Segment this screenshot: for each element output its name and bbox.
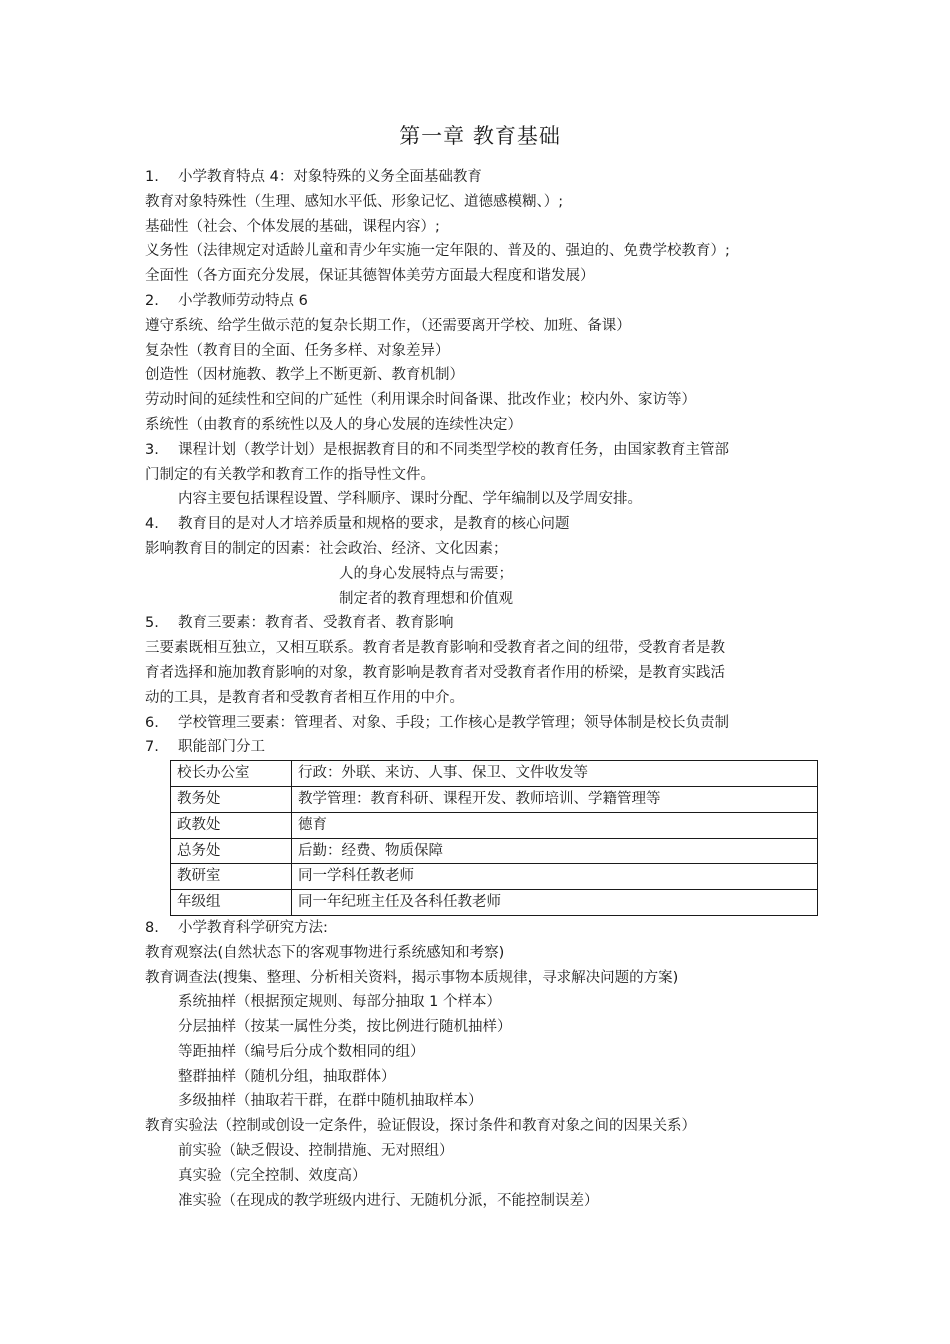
item-number: 1. — [145, 169, 159, 185]
item-number: 2. — [145, 292, 159, 309]
numbered-item — [145, 711, 815, 736]
item-text: 课程计划（教学计划）是根据教育目的和不同类型学校的教育任务，由国家教育主管部 — [178, 441, 729, 458]
item-text: 制定者的教育理想和价值观 — [339, 590, 513, 607]
item-text: 劳动时间的延续性和空间的广延性（利用课余时间备课、批改作业；校内外、家访等） — [145, 392, 696, 409]
item-text: 教育三要素：教育者、受教育者、教育影响 — [178, 615, 454, 632]
item-text: 等距抽样（编号后分成个数相同的组） — [178, 1043, 425, 1060]
text-line — [145, 388, 815, 413]
numbered-item — [145, 512, 815, 537]
text-line — [145, 239, 815, 264]
numbered-item — [145, 438, 815, 463]
item-text: 基础性（社会、个体发展的基础，课程内容）; — [145, 218, 440, 235]
numbered-item — [145, 289, 815, 314]
item-text: 教育对象特殊性（生理、感知水平低、形象记忆、道德感模糊、）; — [145, 193, 564, 210]
text-line — [145, 1015, 815, 1040]
item-text: 教育观察法(自然状态下的客观事物进行系统感知和考察) — [145, 944, 505, 961]
numbered-item — [145, 735, 815, 760]
item-text: 创造性（因材施教、教学上不断更新、教育机制） — [145, 367, 464, 384]
text-line — [145, 636, 815, 661]
chapter-title: 第一章 教育基础 — [399, 124, 561, 148]
item-text: 人的身心发展特点与需要； — [339, 565, 513, 582]
section-items-2 — [145, 916, 815, 1214]
item-number: 8. — [145, 919, 159, 936]
item-text: 教育调查法(搜集、整理、分析相关资料，揭示事物本质规律，寻求解决问题的方案) — [145, 969, 679, 986]
table-row — [171, 786, 818, 812]
department-name-cell: 教研室 — [171, 864, 292, 890]
item-text: 全面性（各方面充分发展，保证其德智体美劳方面最大程度和谐发展） — [145, 268, 595, 285]
text-line — [145, 1114, 815, 1139]
text-line — [145, 463, 815, 488]
item-text: 遵守系统、给学生做示范的复杂长期工作，（还需要离开学校、加班、备课） — [145, 317, 631, 334]
item-text: 小学教育科学研究方法: — [178, 919, 328, 936]
item-number: 4. — [145, 516, 159, 533]
item-text: 真实验（完全控制、效度高） — [178, 1167, 367, 1184]
text-line — [145, 1065, 815, 1090]
department-table — [170, 760, 818, 916]
department-name-cell: 校长办公室 — [171, 761, 292, 787]
item-text: 义务性（法律规定对适龄儿童和青少年实施一定年限的、普及的、强迫的、免费学校教育）; — [145, 243, 730, 260]
department-name-cell: 总务处 — [171, 838, 292, 864]
item-text: 小学教育特点 4：对象特殊的义务全面基础教育 — [178, 169, 482, 185]
text-line — [145, 1164, 815, 1189]
department-duty-cell: 教学管理：教育科研、课程开发、教师培训、学籍管理等 — [292, 786, 818, 812]
table-row — [171, 812, 818, 838]
department-duty-cell: 同一学科任教老师 — [292, 864, 818, 890]
table-row — [171, 761, 818, 787]
text-line — [145, 686, 815, 711]
department-duty-cell: 同一年纪班主任及各科任教老师 — [292, 890, 818, 916]
text-line — [145, 1139, 815, 1164]
item-number: 7. — [145, 739, 159, 756]
item-text: 育者选择和施加教育影响的对象，教育影响是教育者对受教育者作用的桥梁，是教育实践活 — [145, 664, 725, 681]
item-text: 职能部门分工 — [178, 739, 265, 756]
department-duty-cell: 德育 — [292, 812, 818, 838]
text-line — [145, 314, 815, 339]
item-text: 教育实验法（控制或创设一定条件，验证假设，探讨条件和教育对象之间的因果关系） — [145, 1118, 696, 1135]
text-line — [145, 990, 815, 1015]
text-line — [145, 966, 815, 991]
item-text: 三要素既相互独立，又相互联系。教育者是教育影响和受教育者之间的纽带，受教育者是教 — [145, 640, 725, 657]
item-text: 影响教育目的制定的因素：社会政治、经济、文化因素； — [145, 540, 508, 557]
text-line — [145, 1189, 815, 1214]
section-items-1 — [145, 165, 815, 760]
text-line — [145, 264, 815, 289]
item-text: 前实验（缺乏假设、控制措施、无对照组） — [178, 1143, 454, 1160]
item-text: 分层抽样（按某一属性分类，按比例进行随机抽样） — [178, 1019, 512, 1036]
numbered-item — [145, 165, 815, 190]
table-row — [171, 838, 818, 864]
item-number: 5. — [145, 615, 159, 632]
text-line — [145, 661, 815, 686]
department-duty-cell: 行政：外联、来访、人事、保卫、文件收发等 — [292, 761, 818, 787]
department-duty-cell: 后勤：经费、物质保障 — [292, 838, 818, 864]
text-line — [145, 413, 815, 438]
item-text: 多级抽样（抽取若干群，在群中随机抽取样本） — [178, 1093, 483, 1110]
item-text: 动的工具，是教育者和受教育者相互作用的中介。 — [145, 689, 464, 706]
item-text: 学校管理三要素：管理者、对象、手段；工作核心是教学管理；领导体制是校长负责制 — [178, 714, 729, 731]
item-text: 系统性（由教育的系统性以及人的身心发展的连续性决定） — [145, 416, 522, 433]
text-line — [145, 562, 815, 587]
item-text: 内容主要包括课程设置、学科顺序、课时分配、学年编制以及学周安排。 — [178, 491, 642, 508]
department-name-cell: 年级组 — [171, 890, 292, 916]
item-text: 门制定的有关教学和教育工作的指导性文件。 — [145, 466, 435, 483]
item-text: 准实验（在现成的教学班级内进行、无随机分派，不能控制误差） — [178, 1192, 599, 1209]
text-line — [145, 587, 815, 612]
document-body — [145, 165, 815, 1213]
item-text: 整群抽样（随机分组，抽取群体） — [178, 1068, 396, 1085]
text-line — [145, 941, 815, 966]
text-line — [145, 1089, 815, 1114]
department-name-cell: 政教处 — [171, 812, 292, 838]
item-number: 6. — [145, 714, 159, 731]
item-text: 教育目的是对人才培养质量和规格的要求，是教育的核心问题 — [178, 516, 570, 533]
text-line — [145, 215, 815, 240]
item-text: 复杂性（教育目的全面、任务多样、对象差异） — [145, 342, 450, 359]
item-number: 3. — [145, 441, 159, 458]
table-row — [171, 890, 818, 916]
table-row — [171, 864, 818, 890]
item-text: 系统抽样（根据预定规则、每部分抽取 1 个样本） — [178, 994, 501, 1011]
text-line — [145, 1040, 815, 1065]
item-text: 小学教师劳动特点 6 — [178, 292, 308, 309]
text-line — [145, 190, 815, 215]
numbered-item — [145, 916, 815, 941]
text-line — [145, 487, 815, 512]
text-line — [145, 537, 815, 562]
numbered-item — [145, 611, 815, 636]
department-name-cell: 教务处 — [171, 786, 292, 812]
text-line — [145, 363, 815, 388]
text-line — [145, 339, 815, 364]
